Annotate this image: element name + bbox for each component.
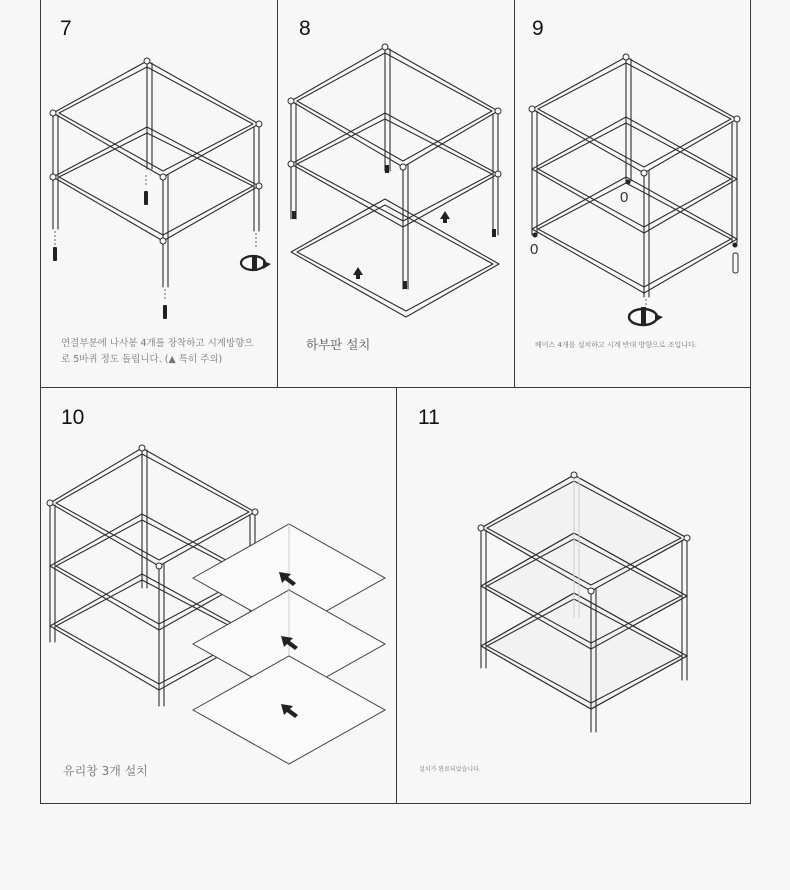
step-9-marker-b: 0 (530, 241, 539, 258)
step-9-number: 9 (532, 17, 544, 40)
step-11-caption: 설치가 완료되었습니다. (419, 766, 481, 773)
step-7-frame-illustration (41, 0, 279, 389)
rotate-arrow-icon (241, 233, 271, 271)
step-9-panel (514, 0, 751, 388)
step-8-number: 8 (299, 17, 311, 40)
step-10-panel (40, 387, 397, 804)
step-9-caption: 베이스 4개를 설치하고 시계 반대 방향으로 조입니다. (535, 341, 698, 349)
step-11-panel (396, 387, 751, 804)
step-8-panel (277, 0, 515, 388)
screw-rod-icon (53, 175, 167, 319)
step-11-table-illustration (397, 388, 752, 805)
step-8-frame-illustration (278, 0, 516, 389)
step-11-number: 11 (418, 406, 440, 429)
up-arrow-icon (353, 211, 450, 279)
step-10-frame-illustration (41, 388, 398, 805)
step-7-panel (40, 0, 278, 388)
step-7-caption-line1: 연결부분에 나사봉 4개를 장착하고 시계방향으 (61, 338, 254, 349)
step-7-number: 7 (60, 17, 72, 40)
step-10-number: 10 (61, 406, 85, 429)
step-8-caption: 하부판 설치 (306, 337, 371, 352)
step-9-frame-illustration (515, 0, 752, 389)
step-9-marker-a: 0 (620, 189, 629, 206)
step-10-caption: 유리창 3개 설치 (63, 764, 148, 778)
rotate-arrow-icon (629, 299, 663, 325)
step-7-caption-line2: 로 5바퀴 정도 돌립니다. (▲ 특히 주의) (61, 354, 223, 365)
